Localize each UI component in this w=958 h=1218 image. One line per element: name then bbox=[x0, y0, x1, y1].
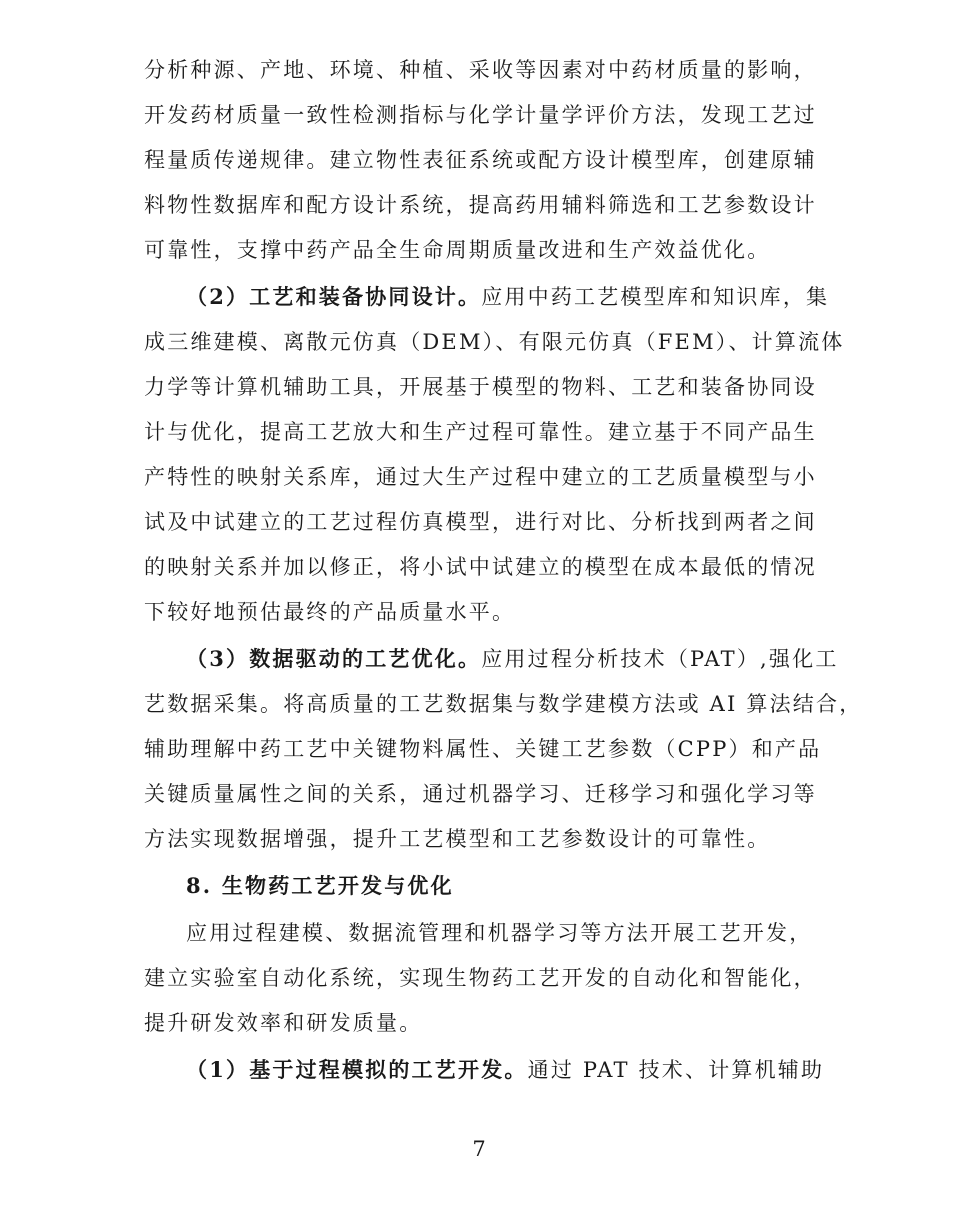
item-3-first-line bbox=[186, 644, 839, 674]
paragraph-line: 计与优化，提高工艺放大和生产过程可靠性。建立基于不同产品生 bbox=[144, 420, 817, 444]
paragraph-line: 成三维建模、离散元仿真（DEM）、有限元仿真（FEM）、计算流体 bbox=[144, 330, 845, 354]
page-number: 7 bbox=[472, 1137, 486, 1161]
item-2-title: （2）工艺和装备协同设计。 bbox=[186, 284, 482, 309]
item-8-1-title: （1）基于过程模拟的工艺开发。 bbox=[186, 1057, 528, 1082]
paragraph-line: 辅助理解中药工艺中关键物料属性、关键工艺参数（CPP）和产品 bbox=[144, 737, 822, 761]
paragraph-line: 分析种源、产地、环境、种植、采收等因素对中药材质量的影响， bbox=[144, 58, 817, 82]
paragraph-line: 力学等计算机辅助工具，开展基于模型的物料、工艺和装备协同设 bbox=[144, 375, 817, 399]
paragraph-line: 程量质传递规律。建立物性表征系统或配方设计模型库，创建原辅 bbox=[144, 148, 817, 172]
paragraph-line: 艺数据采集。将高质量的工艺数据集与数学建模方法或 AI 算法结合， bbox=[144, 692, 863, 716]
paragraph-line: 的映射关系并加以修正，将小试中试建立的模型在成本最低的情况 bbox=[144, 555, 817, 579]
paragraph-line: 可靠性，支撑中药产品全生命周期质量改进和生产效益优化。 bbox=[144, 238, 771, 262]
item-3-first-line-text: 应用过程分析技术（PAT）,强化工 bbox=[481, 647, 839, 671]
paragraph-line: 试及中试建立的工艺过程仿真模型，进行对比、分析找到两者之间 bbox=[144, 510, 817, 534]
item-3-title: （3）数据驱动的工艺优化。 bbox=[186, 646, 482, 671]
paragraph-line: 提升研发效率和研发质量。 bbox=[144, 1011, 423, 1035]
paragraph-line: 关键质量属性之间的关系，通过机器学习、迁移学习和强化学习等 bbox=[144, 782, 817, 806]
item-2-first-line-text: 应用中药工艺模型库和知识库，集 bbox=[481, 285, 830, 309]
paragraph-line: 开发药材质量一致性检测指标与化学计量学评价方法，发现工艺过 bbox=[144, 103, 817, 127]
paragraph-line: 应用过程建模、数据流管理和机器学习等方法开展工艺开发， bbox=[186, 921, 813, 945]
item-2-first-line bbox=[186, 282, 829, 312]
item-8-1-first-line bbox=[186, 1055, 824, 1085]
item-8-1-first-line-text: 通过 PAT 技术、计算机辅助 bbox=[527, 1058, 825, 1082]
paragraph-line: 料物性数据库和配方设计系统，提高药用辅料筛选和工艺参数设计 bbox=[144, 193, 817, 217]
paragraph-line: 下较好地预估最终的产品质量水平。 bbox=[144, 600, 516, 624]
paragraph-line: 建立实验室自动化系统，实现生物药工艺开发的自动化和智能化， bbox=[144, 966, 817, 990]
paragraph-line: 产特性的映射关系库，通过大生产过程中建立的工艺质量模型与小 bbox=[144, 465, 817, 489]
paragraph-line: 方法实现数据增强，提升工艺模型和工艺参数设计的可靠性。 bbox=[144, 827, 771, 851]
section-8-heading: 8. 生物药工艺开发与优化 bbox=[186, 873, 454, 898]
